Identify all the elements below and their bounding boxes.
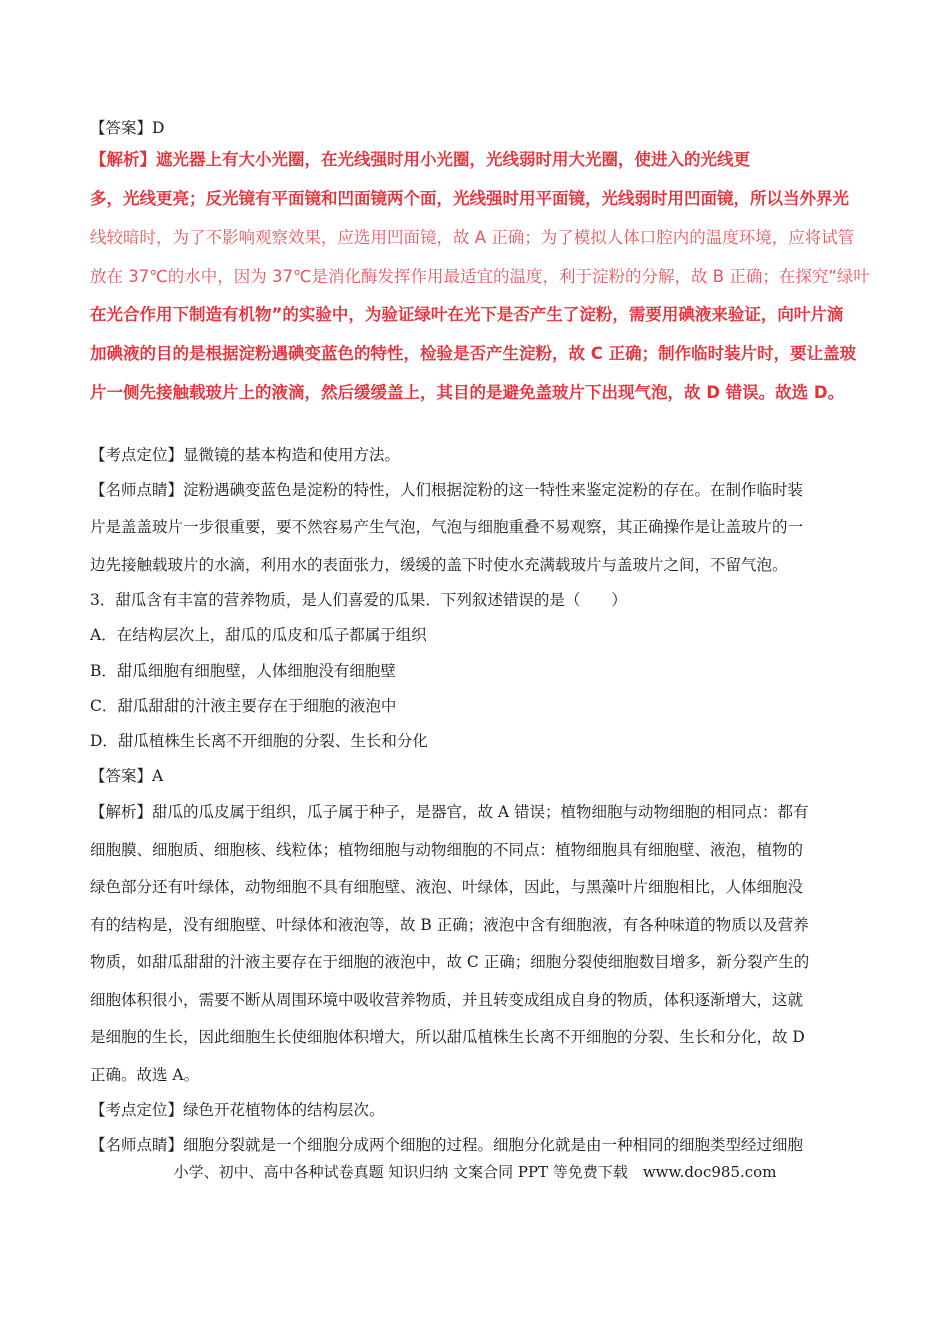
analysis-line: 正确。故选 A。 bbox=[90, 1066, 200, 1084]
option-d: D．甜瓜植株生长离不开细胞的分裂、生长和分化 bbox=[90, 732, 428, 750]
analysis-line: 线较暗时，为了不影响观察效果，应选用凹面镜，故 A 正确；为了模拟人体口腔内的温度环境，应将试管 bbox=[90, 228, 855, 247]
answer-label-1: 【答案】D bbox=[90, 119, 165, 137]
analysis-line: 【解析】甜瓜的瓜皮属于组织，瓜子属于种子，是器官，故 A 错误；植物细胞与动物细胞的相同点：都有 bbox=[90, 803, 809, 821]
analysis-line: 放在 37℃的水中，因为 37℃是消化酶发挥作用最适宜的温度，利于淀粉的分解，故 B 正确；在探究“绿叶 bbox=[90, 267, 870, 286]
mingshi-line: 【名师点睛】细胞分裂就是一个细胞分成两个细胞的过程。细胞分化就是由一种相同的细胞类型经过细胞 bbox=[90, 1136, 804, 1154]
analysis-line: 绿色部分还有叶绿体，动物细胞不具有细胞壁、液泡、叶绿体，因此，与黑藻叶片细胞相比，人体细胞没 bbox=[90, 878, 804, 896]
analysis-line: 是细胞的生长，因此细胞生长使细胞体积增大，所以甜瓜植株生长离不开细胞的分裂、生长和分化，故 D bbox=[90, 1028, 805, 1046]
analysis-line: 物质，如甜瓜甜甜的汁液主要存在于细胞的液泡中，故 C 正确；细胞分裂使细胞数目增多，新分裂产生的 bbox=[90, 953, 810, 971]
option-a: A．在结构层次上，甜瓜的瓜皮和瓜子都属于组织 bbox=[90, 626, 427, 644]
analysis-line: 多，光线更亮；反光镜有平面镜和凹面镜两个面，光线强时用平面镜，光线弱时用凹面镜，所以当外界光 bbox=[90, 189, 849, 208]
analysis-line: 细胞体积很小，需要不断从周围环境中吸收营养物质，并且转变成组成自身的物质，体积逐渐增大，这就 bbox=[90, 991, 804, 1009]
question-stem: 3．甜瓜含有丰富的营养物质，是人们喜爱的瓜果．下列叙述错误的是（ ） bbox=[90, 591, 627, 609]
kaodian-2: 【考点定位】绿色开花植物体的结构层次。 bbox=[90, 1101, 385, 1119]
option-c: C．甜瓜甜甜的汁液主要存在于细胞的液泡中 bbox=[90, 697, 397, 715]
analysis-line: 片一侧先接触载玻片上的液滴，然后缓缓盖上，其目的是避免盖玻片下出现气泡，故 D 错误。故选 D。 bbox=[90, 383, 845, 402]
option-b: B．甜瓜细胞有细胞壁，人体细胞没有细胞壁 bbox=[90, 662, 396, 680]
analysis-line: 加碘液的目的是根据淀粉遇碘变蓝色的特性，检验是否产生淀粉，故 C 正确；制作临时装片时，要让盖玻 bbox=[90, 344, 857, 363]
analysis-line: 【解析】遮光器上有大小光圈，在光线强时用小光圈，光线弱时用大光圈，使进入的光线更 bbox=[90, 150, 750, 169]
analysis-line: 在光合作用下制造有机物”的实验中，为验证绿叶在光下是否产生了淀粉，需要用碘液来验证，向叶片滴 bbox=[90, 305, 844, 324]
page-footer: 小学、初中、高中各种试卷真题 知识归纳 文案合同 PPT 等免费下载 www.doc985.com bbox=[173, 1163, 777, 1181]
analysis-line: 细胞膜、细胞质、细胞核、线粒体；植物细胞与动物细胞的不同点：植物细胞具有细胞壁、液泡，植物的 bbox=[90, 841, 804, 859]
kaodian-1: 【考点定位】显微镜的基本构造和使用方法。 bbox=[90, 446, 401, 464]
answer-label-2: 【答案】A bbox=[90, 767, 164, 785]
analysis-line: 有的结构是，没有细胞壁、叶绿体和液泡等，故 B 正确；液泡中含有细胞液，有各种味道的物质以及营养 bbox=[90, 916, 809, 934]
mingshi-line: 【名师点睛】淀粉遇碘变蓝色是淀粉的特性，人们根据淀粉的这一特性来鉴定淀粉的存在。在制作临时装 bbox=[90, 481, 804, 499]
mingshi-line: 边先接触载玻片的水滴，利用水的表面张力，缓缓的盖下时使水充满载玻片与盖玻片之间，不留气泡。 bbox=[90, 556, 788, 574]
mingshi-line: 片是盖盖玻片一步很重要，要不然容易产生气泡，气泡与细胞重叠不易观察，其正确操作是让盖玻片的一 bbox=[90, 518, 804, 536]
